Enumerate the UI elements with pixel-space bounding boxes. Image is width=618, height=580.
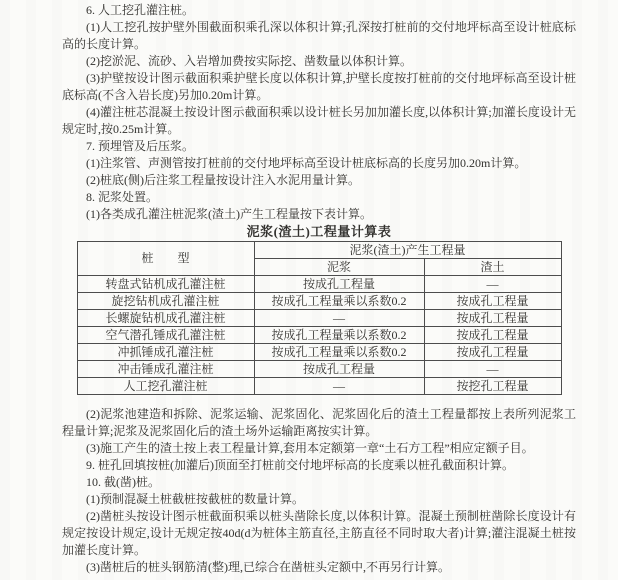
page-content [62, 2, 576, 576]
table-row [77, 327, 561, 344]
item-10-1-paragraph: (1)预制混凝土桩截桩按截桩的数量计算。 [86, 492, 304, 506]
mud-cell: 按成孔工程量乘以系数0.2 [254, 327, 424, 344]
item-9-paragraph: 9. 桩孔回填按桩(加灌后)顶面至打桩前交付地坪标高的长度乘以桩孔截面积计算。 [86, 458, 514, 472]
table-row [77, 276, 561, 293]
slag-cell: — [424, 276, 561, 293]
item-8-3-paragraph: (3)施工产生的渣土按上表工程量计算,套用本定额第一章“土石方工程”相应定额子目。 [86, 441, 534, 455]
item-7-2-paragraph: (2)桩底(侧)后注浆工程量按设计注入水泥用量计算。 [86, 173, 360, 187]
item-7-1-paragraph: (1)注浆管、声测管按打桩前的交付地坪标高至设计桩底标高的长度另加0.20m计算。 [86, 156, 527, 170]
mud-slag-quantity-table [77, 241, 562, 395]
pile-type-column-header: 桩 型 [77, 242, 254, 276]
after-table-text [62, 406, 576, 576]
slag-cell: 按挖孔工程量 [424, 378, 561, 395]
pile-type-cell: 旋挖钻机成孔灌注桩 [77, 293, 254, 310]
mud-cell: 按成孔工程量 [254, 276, 424, 293]
table-row [77, 293, 561, 310]
slag-column-header: 渣土 [424, 259, 561, 276]
item-6-1-paragraph: (1)人工挖孔按护壁外围截面积乘孔深以体积计算;孔深按打桩前的交付地坪标高至设计桩底标高的长度计算。 [62, 20, 576, 51]
pile-type-cell: 冲击锤成孔灌注桩 [77, 361, 254, 378]
item-6-2-paragraph: (2)挖淤泥、流砂、入岩增加费按实际挖、凿数量以体积计算。 [86, 54, 412, 68]
item-6-heading: 6. 人工挖孔灌注桩。 [86, 3, 195, 17]
item-6-4-paragraph: (4)灌注桩芯混凝土按设计图示截面积乘以设计桩长另加加灌长度,以体积计算;加灌长度设计无规定时,按0.25m计算。 [62, 105, 576, 136]
slag-cell: 按成孔工程量 [424, 310, 561, 327]
pile-type-cell: 空气潜孔锤成孔灌注桩 [77, 327, 254, 344]
mud-column-header: 泥浆 [254, 259, 424, 276]
pile-type-cell: 转盘式钻机成孔灌注桩 [77, 276, 254, 293]
item-7-heading: 7. 预埋管及后压浆。 [86, 139, 195, 153]
pile-type-cell: 人工挖孔灌注桩 [77, 378, 254, 395]
table-header-row-1 [77, 242, 561, 259]
mud-cell: 按成孔工程量 [254, 361, 424, 378]
table-row [77, 378, 561, 395]
slag-cell: 按成孔工程量 [424, 327, 561, 344]
pile-type-cell: 冲抓锤成孔灌注桩 [77, 344, 254, 361]
table-title: 泥浆(渣土)工程量计算表 [246, 224, 392, 239]
item-10-3-paragraph: (3)凿桩后的桩头钢筋清(整)理,已综合在凿桩头定额中,不再另行计算。 [86, 560, 450, 574]
quantity-group-header: 泥浆(渣土)产生工程量 [254, 242, 561, 259]
item-6-3-paragraph: (3)护壁按设计图示截面积乘护壁长度以体积计算,护壁长度按打桩前的交付地坪标高至设计桩底标高(不含入岩长度)另加0.20m计算。 [62, 71, 576, 102]
item-8-1-paragraph: (1)各类成孔灌注桩泥浆(渣土)产生工程量按下表计算。 [86, 207, 372, 221]
slag-cell: 按成孔工程量 [424, 344, 561, 361]
pile-type-cell: 长螺旋钻机成孔灌注桩 [77, 310, 254, 327]
item-10-heading: 10. 截(凿)桩。 [86, 475, 160, 489]
item-10-2-paragraph: (2)凿桩头按设计图示桩截面积乘以桩头凿除长度,以体积计算。混凝土预制桩凿除长度设计有规定按设计规定,设计无规定按40d(d为桩体主筋直径,主筋直径不同时取大者)计算;灌注混凝土桩按加灌长度计算。 [62, 509, 576, 557]
mud-cell: 按成孔工程量乘以系数0.2 [254, 344, 424, 361]
slag-cell: — [424, 361, 561, 378]
item-8-2-paragraph: (2)泥浆池建造和拆除、泥浆运输、泥浆固化、泥浆固化后的渣土工程量都按上表所列泥浆工程量计算;泥浆及泥浆固化后的渣土场外运输距离按实计算。 [62, 407, 576, 438]
mud-cell: — [254, 310, 424, 327]
item-8-heading: 8. 泥浆处置。 [86, 190, 159, 204]
table-row [77, 310, 561, 327]
mud-cell: — [254, 378, 424, 395]
table-row [77, 361, 561, 378]
table-row [77, 344, 561, 361]
mud-cell: 按成孔工程量乘以系数0.2 [254, 293, 424, 310]
slag-cell: 按成孔工程量 [424, 293, 561, 310]
